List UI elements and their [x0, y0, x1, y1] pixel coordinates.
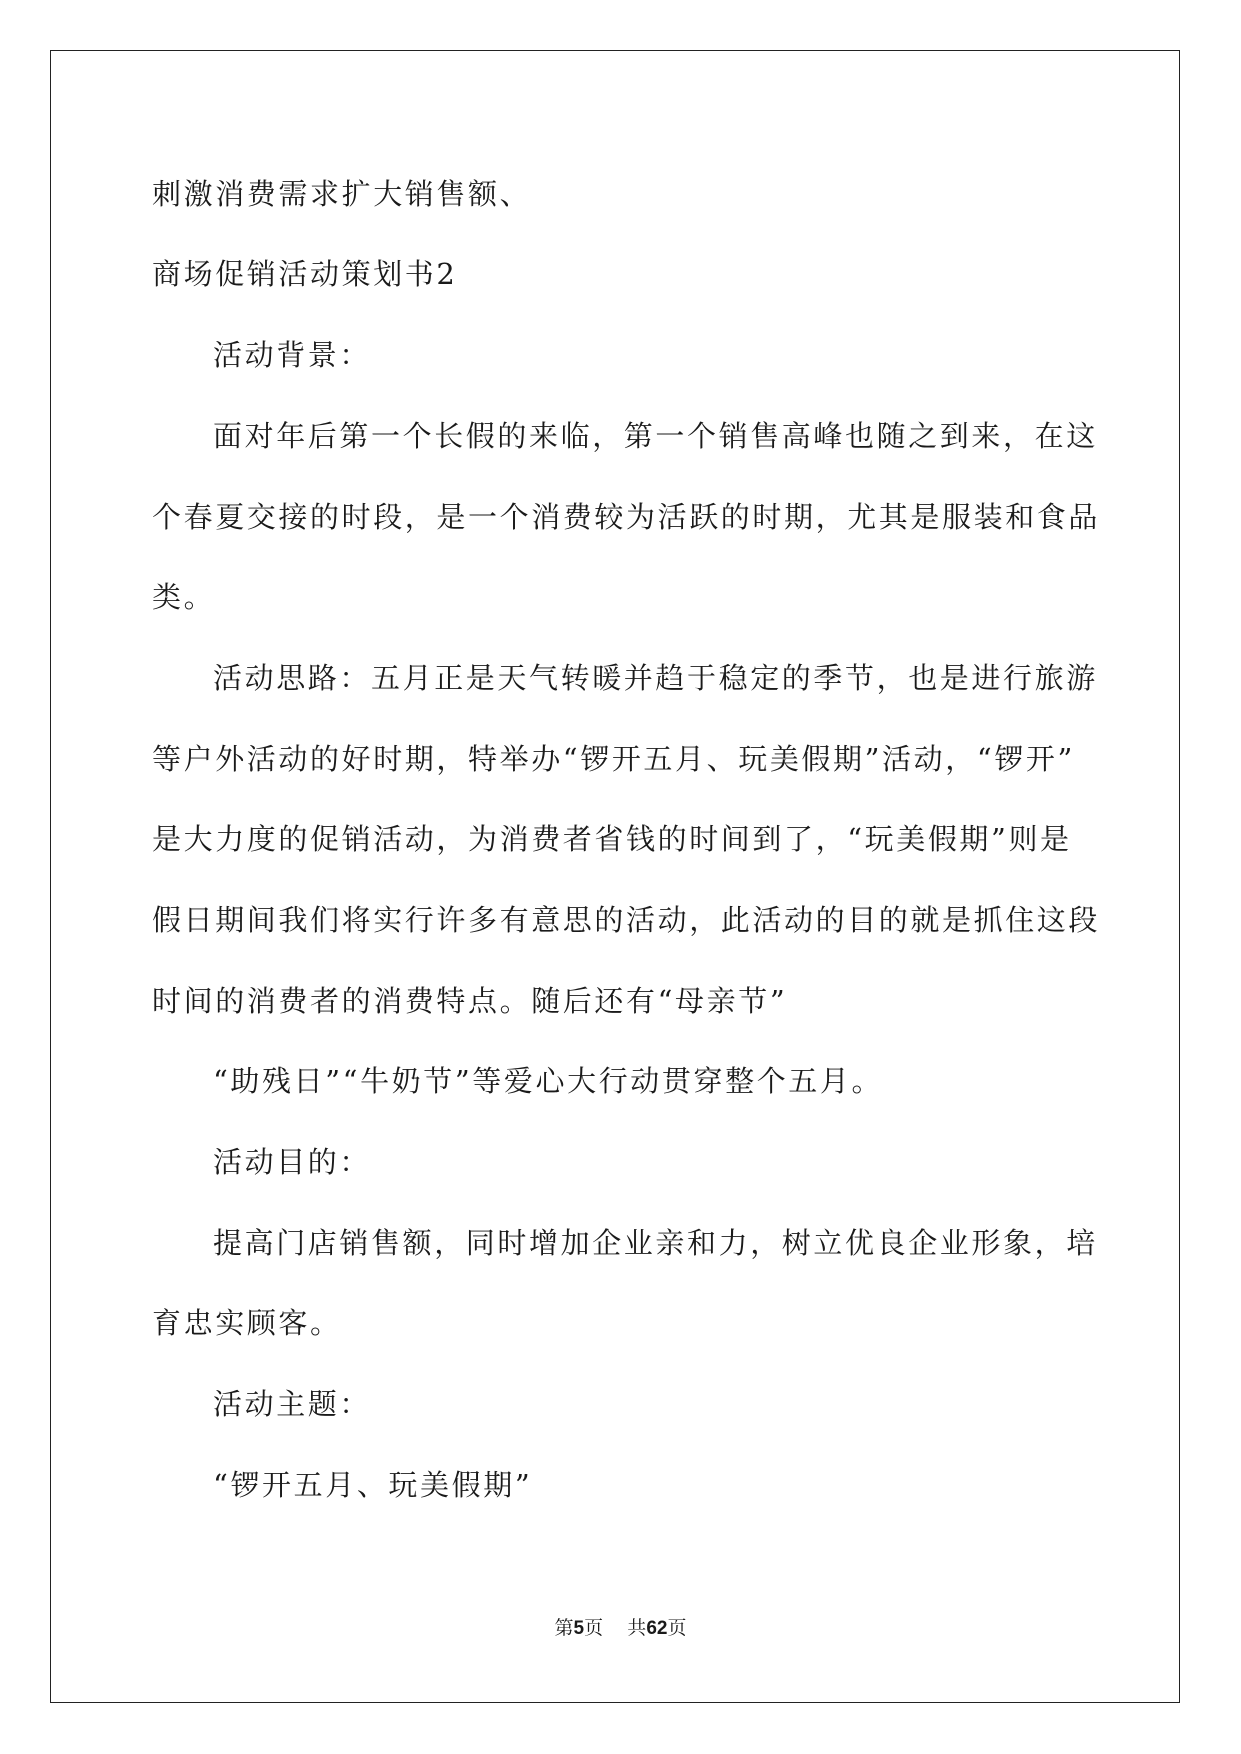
theme-text: “锣开五月、玩美假期” — [213, 1468, 533, 1502]
footer-total-suffix: 页 — [667, 1617, 687, 1639]
page-number: 5 — [573, 1618, 585, 1639]
paragraph-line: 育忠实顾客。 — [152, 1306, 342, 1340]
paragraph-line: 个春夏交接的时段，是一个消费较为活跃的时期，尤其是服装和食品 — [152, 500, 1101, 534]
page-border — [50, 50, 1180, 1703]
paragraph-line: 面对年后第一个长假的来临，第一个销售高峰也随之到来，在这 — [213, 419, 1098, 453]
footer-total-prefix: 共 — [627, 1617, 647, 1639]
text-line: 刺激消费需求扩大销售额、 — [152, 177, 532, 211]
total-pages: 62 — [646, 1618, 668, 1639]
footer-page-suffix: 页 — [584, 1617, 604, 1639]
footer-prefix: 第 — [554, 1617, 574, 1639]
paragraph-line: 假日期间我们将实行许多有意思的活动，此活动的目的就是抓住这段 — [152, 903, 1101, 937]
paragraph-line: 活动思路：五月正是天气转暖并趋于稳定的季节，也是进行旅游 — [213, 661, 1098, 695]
paragraph-line: “助残日”“牛奶节”等爱心大行动贯穿整个五月。 — [213, 1064, 884, 1098]
paragraph-line: 类。 — [152, 580, 216, 614]
paragraph-line: 时间的消费者的消费特点。随后还有“母亲节” — [152, 984, 788, 1018]
section-title: 商场促销活动策划书2 — [152, 257, 458, 291]
heading-purpose: 活动目的： — [213, 1145, 372, 1179]
paragraph-line: 是大力度的促销活动，为消费者省钱的时间到了，“玩美假期”则是 — [152, 822, 1072, 856]
paragraph-line: 提高门店销售额，同时增加企业亲和力，树立优良企业形象，培 — [213, 1226, 1098, 1260]
heading-theme: 活动主题： — [213, 1387, 372, 1421]
page-footer — [0, 1616, 1241, 1641]
paragraph-line: 等户外活动的好时期，特举办“锣开五月、玩美假期”活动，“锣开” — [152, 742, 1075, 776]
heading-background: 活动背景： — [213, 338, 372, 372]
